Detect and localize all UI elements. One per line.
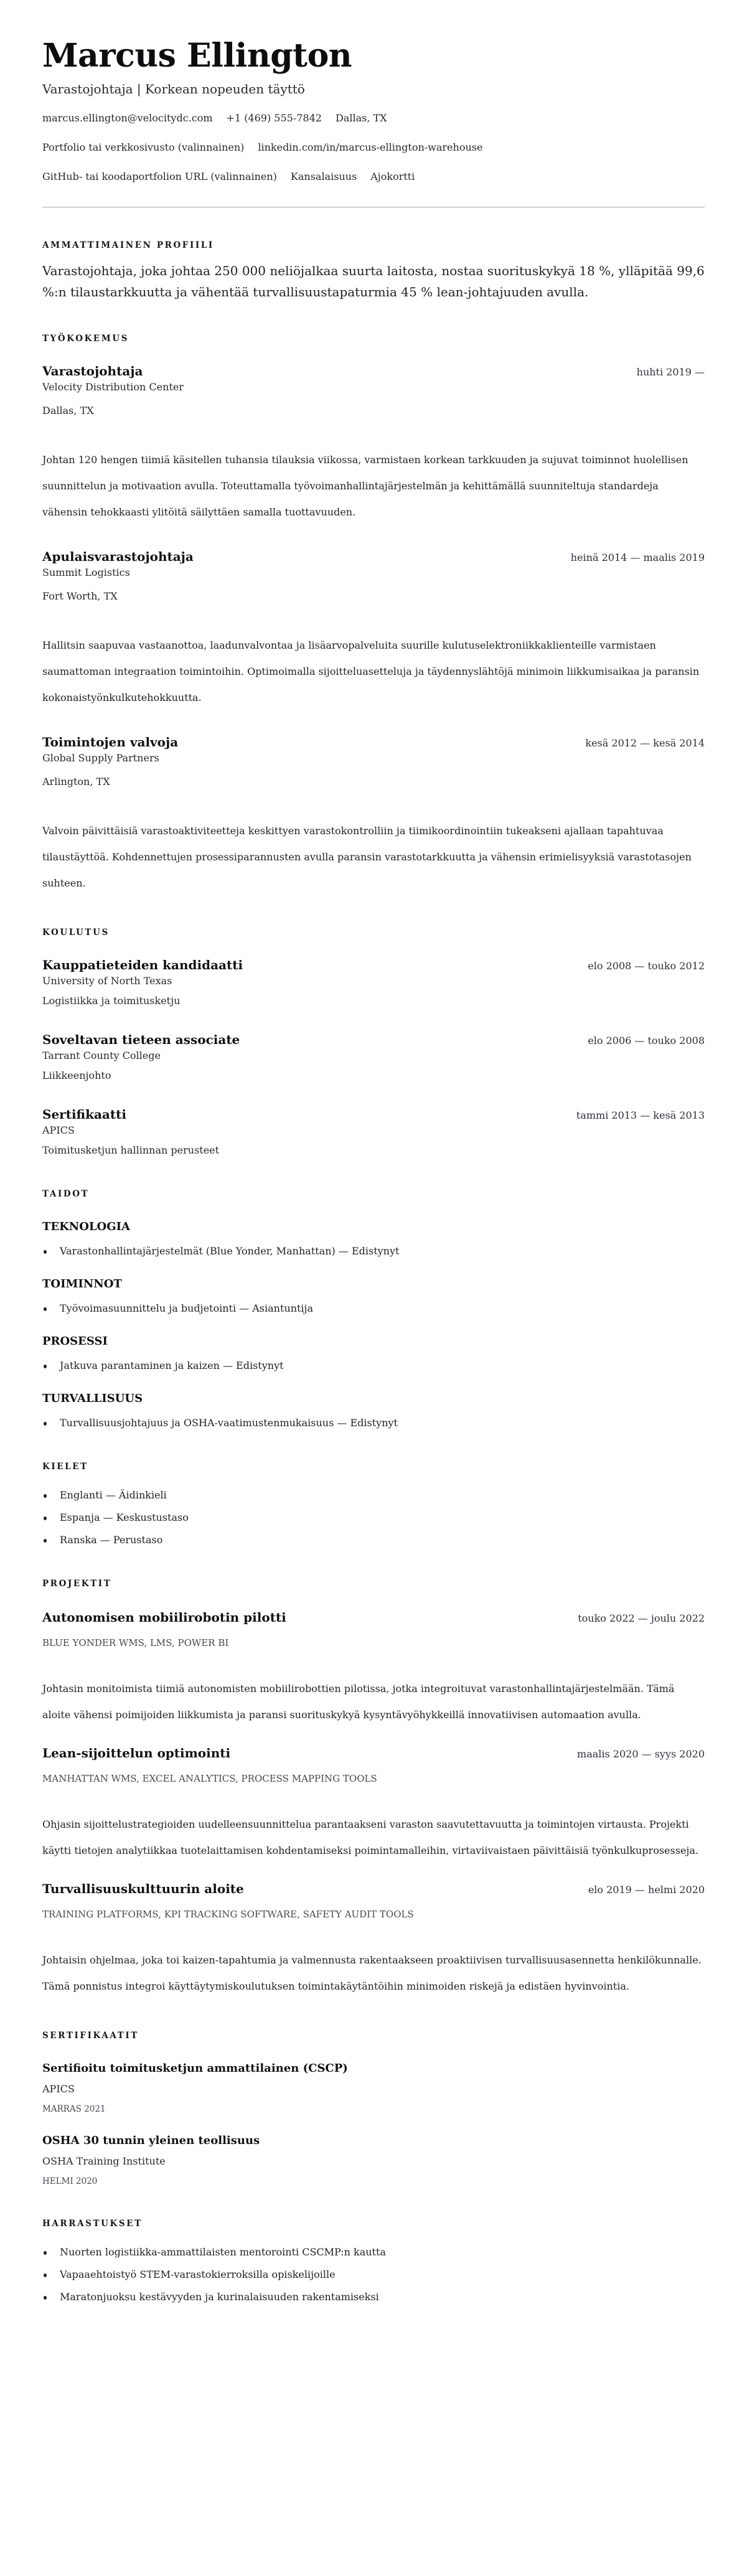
contact-citizenship: Kansalaisuus: [290, 171, 357, 182]
skill-list: [42, 1244, 705, 1259]
job-description: Johtan 120 hengen tiimiä käsitellen tuhansia tilauksia viikossa, varmistaen korkean tarkkuuden ja sujuvat toiminnot huolellisen suunnittelun ja motivaation avulla. Toteuttamalla työvoimanhallintajärjestelmän ja kehittämällä suunniteltuja standardeja vähensin tehokkaasti ylitöitä säilyttäen samalla tuottavuuden.: [42, 454, 688, 518]
project-entry: [42, 1880, 705, 2000]
section-title-hobbies: HARRASTUKSET: [42, 2219, 143, 2229]
job-title: Varastojohtaja: [42, 364, 143, 378]
certification-issuer: APICS: [42, 2083, 75, 2095]
skill-group: [42, 1333, 705, 1373]
language-item: Ranska — Perustaso: [42, 1533, 705, 1548]
skill-item: Työvoimasuunnittelu ja budjetointi — Asiantuntija: [42, 1301, 705, 1316]
section-certifications: [42, 2029, 705, 2188]
field-of-study: Liikkeenjohto: [42, 1069, 111, 1081]
contact-phone[interactable]: +1 (469) 555-7842: [226, 112, 322, 124]
certification-entry: [42, 2133, 705, 2188]
project-dates: touko 2022 — joulu 2022: [578, 1612, 705, 1624]
school-name: APICS: [42, 1124, 75, 1136]
candidate-headline: Varastojohtaja | Korkean nopeuden täyttö: [42, 82, 305, 96]
job-title: Toimintojen valvoja: [42, 735, 179, 750]
job-location: Arlington, TX: [42, 776, 110, 787]
certification-date: MARRAS 2021: [42, 2104, 106, 2114]
hobby-list: [42, 2245, 705, 2305]
project-dates: elo 2019 — helmi 2020: [588, 1884, 705, 1896]
education-entry: [42, 1106, 705, 1158]
skill-list: [42, 1416, 705, 1431]
job-company: Global Supply Partners: [42, 752, 159, 764]
job-location: Fort Worth, TX: [42, 590, 118, 602]
job-dates: huhti 2019 —: [636, 366, 705, 378]
project-description: Ohjasin sijoittelustrategioiden uudelleensuunnittelua parantaakseni varaston saavutettavuutta ja toimintojen virtausta. Projekti käytti tietojen analytiikkaa tuotelaittamisen kohdentamiseksi poimintamalleihin, virtaviivaistaen päivittäisiä työnkulkuprosesseja.: [42, 1818, 698, 1856]
section-hobbies: [42, 2217, 705, 2305]
project-tech-stack: TRAINING PLATFORMS, KPI TRACKING SOFTWARE, SAFETY AUDIT TOOLS: [42, 1909, 414, 1920]
section-profile: [42, 239, 705, 303]
candidate-name: Marcus Ellington: [42, 37, 352, 75]
education-dates: elo 2008 — touko 2012: [588, 960, 705, 972]
education-dates: elo 2006 — touko 2008: [588, 1035, 705, 1046]
certification-issuer: OSHA Training Institute: [42, 2155, 166, 2167]
job-location: Dallas, TX: [42, 405, 94, 416]
certification-date: HELMI 2020: [42, 2176, 98, 2186]
contact-linkedin[interactable]: linkedin.com/in/marcus-ellington-warehouse: [258, 141, 483, 153]
contact-row-primary: [42, 111, 705, 126]
skill-group: [42, 1391, 705, 1431]
section-education: [42, 926, 705, 1158]
skill-group: [42, 1276, 705, 1316]
contact-portfolio[interactable]: Portfolio tai verkkosivusto (valinnainen): [42, 141, 245, 153]
language-item: Englanti — Äidinkieli: [42, 1488, 705, 1503]
education-entry: [42, 956, 705, 1008]
job-company: Velocity Distribution Center: [42, 381, 184, 393]
contact-drivers-license: Ajokortti: [370, 171, 415, 182]
skill-category: TOIMINNOT: [42, 1277, 122, 1290]
section-skills: [42, 1188, 705, 1431]
job-entry: [42, 548, 705, 711]
job-entry: [42, 733, 705, 896]
skill-group: [42, 1219, 705, 1259]
skill-category: TEKNOLOGIA: [42, 1220, 130, 1233]
degree-title: Soveltavan tieteen associate: [42, 1032, 240, 1047]
section-title-skills: TAIDOT: [42, 1189, 90, 1199]
job-description: Valvoin päivittäisiä varastoaktiviteetteja keskittyen varastokontrolliin ja tiimikoordinointiin tukeakseni ajallaan tapahtuvaa tilaustäyttöä. Kohdennettujen prosessiparannusten avulla paransin varastotarkkuutta ja vähensin erimielisyyksiä varastotasojen suhteen.: [42, 825, 692, 889]
skill-list: [42, 1301, 705, 1316]
certification-title: Sertifioitu toimitusketjun ammattilainen (CSCP): [42, 2062, 348, 2075]
section-title-projects: PROJEKTIT: [42, 1579, 112, 1589]
profile-summary: Varastojohtaja, joka johtaa 250 000 neliöjalkaa suurta laitosta, nostaa suorituskykyä 18 %, ylläpitää 99,6 %:n tilaustarkkuutta ja vähentää turvallisuustapaturmia 45 % lean-johtajuuden avulla.: [42, 263, 705, 299]
certification-entry: [42, 2061, 705, 2115]
degree-title: Sertifikaatti: [42, 1107, 126, 1122]
section-title-profile: AMMATTIMAINEN PROFIILI: [42, 240, 214, 250]
language-list: [42, 1488, 705, 1548]
field-of-study: Toimitusketjun hallinnan perusteet: [42, 1144, 220, 1156]
language-item: Espanja — Keskustustaso: [42, 1510, 705, 1525]
education-dates: tammi 2013 — kesä 2013: [576, 1109, 705, 1121]
skill-item: Varastonhallintajärjestelmät (Blue Yonder, Manhattan) — Edistynyt: [42, 1244, 705, 1259]
project-tech-stack: MANHATTAN WMS, EXCEL ANALYTICS, PROCESS MAPPING TOOLS: [42, 1773, 377, 1784]
project-title: Turvallisuuskulttuurin aloite: [42, 1881, 244, 1896]
hobby-item: Maratonjuoksu kestävyyden ja kurinalaisuuden rakentamiseksi: [42, 2290, 705, 2305]
skill-list: [42, 1358, 705, 1373]
skill-category: TURVALLISUUS: [42, 1392, 143, 1405]
education-entry: [42, 1031, 705, 1083]
section-title-certifications: SERTIFIKAATIT: [42, 2031, 139, 2041]
skill-category: PROSESSI: [42, 1335, 108, 1348]
project-entry: [42, 1744, 705, 1864]
project-dates: maalis 2020 — syys 2020: [577, 1748, 705, 1760]
section-title-experience: TYÖKOKEMUS: [42, 334, 129, 344]
project-title: Lean-sijoittelun optimointi: [42, 1746, 231, 1760]
job-title: Apulaisvarastojohtaja: [42, 549, 194, 564]
contact-email[interactable]: marcus.ellington@velocitydc.com: [42, 112, 213, 124]
school-name: University of North Texas: [42, 975, 172, 987]
job-dates: heinä 2014 — maalis 2019: [570, 552, 705, 563]
job-entry: [42, 362, 705, 525]
header-divider: [42, 207, 705, 208]
school-name: Tarrant County College: [42, 1050, 161, 1061]
project-description: Johtaisin ohjelmaa, joka toi kaizen-tapahtumia ja valmennusta rakentaakseen proaktiivisen turvallisuusasennetta henkilökunnalle. Tämä ponnistus integroi käyttäytymiskoulutuksen toimintakäytäntöihin minimoiden riskejä ja edistäen hyvinvointia.: [42, 1954, 702, 1992]
field-of-study: Logistiikka ja toimitusketju: [42, 995, 181, 1007]
section-title-education: KOULUTUS: [42, 928, 110, 938]
project-description: Johtasin monitoimista tiimiä autonomisten mobiilirobottien pilotissa, jotka integroituvat varastonhallintajärjestelmään. Tämä aloite vähensi poimijoiden liikkumista ja paransi suorituskykyä kysyntävyöhykkeillä innovatiivisen automaation avulla.: [42, 1683, 675, 1721]
contact-row-links: [42, 140, 705, 155]
contact-row-extra: [42, 169, 705, 184]
degree-title: Kauppatieteiden kandidaatti: [42, 957, 243, 972]
resume-header: [42, 36, 705, 184]
section-experience: [42, 332, 705, 896]
project-tech-stack: BLUE YONDER WMS, LMS, POWER BI: [42, 1637, 229, 1648]
project-title: Autonomisen mobiilirobotin pilotti: [42, 1610, 286, 1625]
hobby-item: Nuorten logistiikka-ammattilaisten mentorointi CSCMP:n kautta: [42, 2245, 705, 2260]
skill-item: Turvallisuusjohtajuus ja OSHA-vaatimustenmukaisuus — Edistynyt: [42, 1416, 705, 1431]
job-description: Hallitsin saapuvaa vastaanottoa, laadunvalvontaa ja lisäarvopalveluita suurille kulutuselektroniikkaklienteille varmistaen saumattoman integraation toimintoihin. Optimoimalla sijoitteluasetteluja ja täydennyslähtöjä minimoin liikkumisaikaa ja paransin kokonaistyönkulkutehokkuutta.: [42, 639, 700, 703]
section-languages: [42, 1460, 705, 1548]
section-projects: [42, 1577, 705, 2000]
section-title-languages: KIELET: [42, 1462, 88, 1472]
certification-title: OSHA 30 tunnin yleinen teollisuus: [42, 2134, 260, 2147]
contact-location: Dallas, TX: [335, 112, 387, 124]
job-company: Summit Logistics: [42, 566, 130, 578]
skill-item: Jatkuva parantaminen ja kaizen — Edistynyt: [42, 1358, 705, 1373]
contact-github[interactable]: GitHub- tai koodaportfolion URL (valinnainen): [42, 171, 277, 182]
project-entry: [42, 1609, 705, 1728]
hobby-item: Vapaaehtoistyö STEM-varastokierroksilla opiskelijoille: [42, 2267, 705, 2282]
job-dates: kesä 2012 — kesä 2014: [585, 737, 705, 749]
